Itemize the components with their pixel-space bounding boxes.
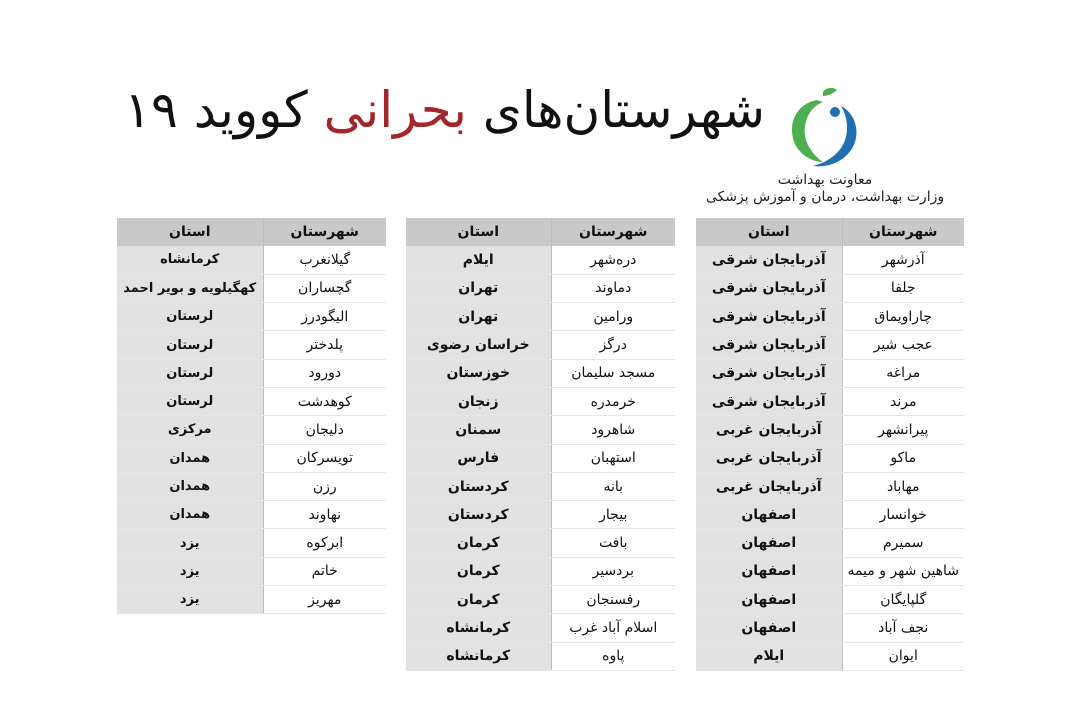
table-row [117,331,386,359]
column-header-province: استان [696,218,842,246]
city-cell: بانه [551,472,675,500]
table-row [696,501,964,529]
table-row [696,472,964,500]
province-cell: آذربایجان غربی [696,472,842,500]
table-header [696,218,964,246]
province-cell: خوزستان [406,359,551,387]
city-cell: دره‌شهر [551,246,675,274]
column-header-city: شهرستان [263,218,386,246]
cities-table-1 [696,218,964,671]
table-row [406,444,675,472]
column-header-city: شهرستان [842,218,964,246]
province-cell: کرمان [406,557,551,585]
province-cell: ایلام [406,246,551,274]
table-row [406,614,675,642]
province-cell: اصفهان [696,501,842,529]
table-row [406,274,675,302]
province-cell: یزد [117,529,263,557]
table-row [696,586,964,614]
table-row [406,501,675,529]
table-row [696,529,964,557]
table-row [406,586,675,614]
table-row [406,472,675,500]
table-row [696,614,964,642]
province-cell: کهگیلویه و بویر احمد [117,274,263,302]
table-row [406,246,675,274]
city-cell: پیرانشهر [842,416,964,444]
province-cell: اصفهان [696,586,842,614]
province-cell: لرستان [117,331,263,359]
province-cell: تهران [406,303,551,331]
table-row [406,303,675,331]
province-cell: کرمان [406,529,551,557]
province-cell: آذربایجان غربی [696,444,842,472]
table-row [696,642,964,670]
city-cell: دلیجان [263,416,386,444]
table-row [696,303,964,331]
title-highlight: بحرانی [323,81,467,139]
table-row [117,586,386,614]
table-row [406,416,675,444]
province-cell: لرستان [117,303,263,331]
city-cell: مهاباد [842,472,964,500]
cities-table-3 [117,218,386,614]
province-cell: آذربایجان شرقی [696,246,842,274]
province-cell: آذربایجان شرقی [696,303,842,331]
province-cell: لرستان [117,359,263,387]
city-cell: مرند [842,387,964,415]
city-cell: ایوان [842,642,964,670]
table-row [117,387,386,415]
province-cell: زنجان [406,387,551,415]
table-row [117,472,386,500]
table-row [117,416,386,444]
city-cell: بیجار [551,501,675,529]
city-cell: رزن [263,472,386,500]
city-cell: مراغه [842,359,964,387]
province-cell: همدان [117,501,263,529]
table-row [117,444,386,472]
city-cell: گلپایگان [842,586,964,614]
province-cell: آذربایجان شرقی [696,274,842,302]
table-row [117,274,386,302]
table-row [696,416,964,444]
table-row [406,642,675,670]
city-cell: دورود [263,359,386,387]
table-row [696,246,964,274]
page-title: شهرستان‌های بحرانی کووید ۱۹ [124,81,765,139]
table-row [696,331,964,359]
table-row [696,359,964,387]
city-cell: دماوند [551,274,675,302]
city-cell: شاهرود [551,416,675,444]
ministry-logo-icon [783,86,863,170]
column-header-province: استان [406,218,551,246]
cities-table-2 [406,218,675,671]
city-cell: ورامین [551,303,675,331]
city-cell: درگز [551,331,675,359]
province-cell: خراسان رضوی [406,331,551,359]
province-cell: اصفهان [696,557,842,585]
province-cell: فارس [406,444,551,472]
city-cell: بافت [551,529,675,557]
table-row [406,529,675,557]
column-header-city: شهرستان [551,218,675,246]
table-row [117,501,386,529]
city-cell: سمیرم [842,529,964,557]
province-cell: اصفهان [696,529,842,557]
province-cell: همدان [117,472,263,500]
city-cell: چاراویماق [842,303,964,331]
column-header-province: استان [117,218,263,246]
province-cell: کرمان [406,586,551,614]
table-row [696,557,964,585]
city-cell: جلفا [842,274,964,302]
city-cell: آذرشهر [842,246,964,274]
city-cell: ابرکوه [263,529,386,557]
province-cell: آذربایجان غربی [696,416,842,444]
province-cell: کردستان [406,501,551,529]
table-header [117,218,386,246]
city-cell: ماکو [842,444,964,472]
province-cell: مرکزی [117,416,263,444]
table-row [117,303,386,331]
table-row [406,557,675,585]
province-cell: آذربایجان شرقی [696,359,842,387]
province-cell: کردستان [406,472,551,500]
city-cell: اسلام آباد غرب [551,614,675,642]
city-cell: بردسیر [551,557,675,585]
province-cell: سمنان [406,416,551,444]
province-cell: ایلام [696,642,842,670]
table-row [406,387,675,415]
city-cell: نهاوند [263,501,386,529]
city-cell: الیگودرز [263,303,386,331]
city-cell: مسجد سلیمان [551,359,675,387]
city-cell: عجب شیر [842,331,964,359]
province-cell: یزد [117,586,263,614]
table-row [117,557,386,585]
table-row [117,529,386,557]
table-row [117,359,386,387]
table-row [696,274,964,302]
organization-name: معاونت بهداشت وزارت بهداشت، درمان و آموزش پزشکی [705,172,945,205]
city-cell: مهریز [263,586,386,614]
table-row [406,331,675,359]
table-header [406,218,675,246]
province-cell: تهران [406,274,551,302]
province-cell: آذربایجان شرقی [696,387,842,415]
city-cell: تویسرکان [263,444,386,472]
province-cell: لرستان [117,387,263,415]
city-cell: نجف آباد [842,614,964,642]
city-cell: خرمدره [551,387,675,415]
province-cell: کرمانشاه [406,614,551,642]
city-cell: استهبان [551,444,675,472]
city-cell: خاتم [263,557,386,585]
province-cell: کرمانشاه [406,642,551,670]
province-cell: کرمانشاه [117,246,263,274]
city-cell: رفسنجان [551,586,675,614]
province-cell: آذربایجان شرقی [696,331,842,359]
table-row [696,387,964,415]
table-row [117,246,386,274]
city-cell: خوانسار [842,501,964,529]
city-cell: پلدختر [263,331,386,359]
city-cell: کوهدشت [263,387,386,415]
city-cell: گیلانغرب [263,246,386,274]
province-cell: همدان [117,444,263,472]
city-cell: گچساران [263,274,386,302]
province-cell: یزد [117,557,263,585]
table-row [696,444,964,472]
city-cell: شاهین شهر و میمه [842,557,964,585]
province-cell: اصفهان [696,614,842,642]
city-cell: پاوه [551,642,675,670]
table-row [406,359,675,387]
